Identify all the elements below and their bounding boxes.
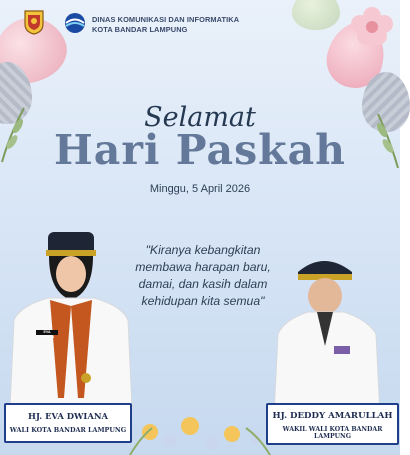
- portrait-left-official: [0, 228, 135, 408]
- quote-line-1: "Kiranya kebangkitan: [145, 243, 261, 257]
- greeting-quote: [118, 242, 288, 310]
- organization-name: [92, 15, 239, 35]
- quote-line-3: damai, dan kasih dalam: [138, 277, 268, 291]
- flowers-bottom: [120, 398, 280, 455]
- right-person-name: HJ. DEDDY AMARULLAH: [272, 411, 393, 421]
- right-person-role: WAKIL WALI KOTA BANDAR LAMPUNG: [282, 426, 383, 440]
- portrait-right-official: [268, 250, 400, 415]
- city-emblem-icon: [24, 9, 44, 35]
- quote-line-2: membawa harapan baru,: [135, 260, 271, 274]
- title-script: Selamat: [144, 102, 256, 133]
- name-card-left: [4, 403, 132, 443]
- left-name-tag: EVA DWIANA: [39, 330, 55, 339]
- title-main: Hari Paskah: [54, 126, 346, 174]
- quote-line-4: kehidupan kita semua": [141, 294, 265, 308]
- event-date: Minggu, 5 April 2026: [149, 183, 251, 195]
- kominfo-logo-icon: [61, 12, 89, 34]
- left-person-name: HJ. EVA DWIANA: [28, 411, 108, 421]
- easter-egg-mint-top: [292, 0, 340, 30]
- flower-top-right: [344, 0, 400, 50]
- org-line-1: DINAS KOMUNIKASI DAN INFORMATIKA: [92, 15, 240, 24]
- left-person-role: WALI KOTA BANDAR LAMPUNG: [9, 426, 127, 434]
- org-line-2: KOTA BANDAR LAMPUNG: [92, 25, 188, 34]
- name-card-right: [266, 403, 399, 445]
